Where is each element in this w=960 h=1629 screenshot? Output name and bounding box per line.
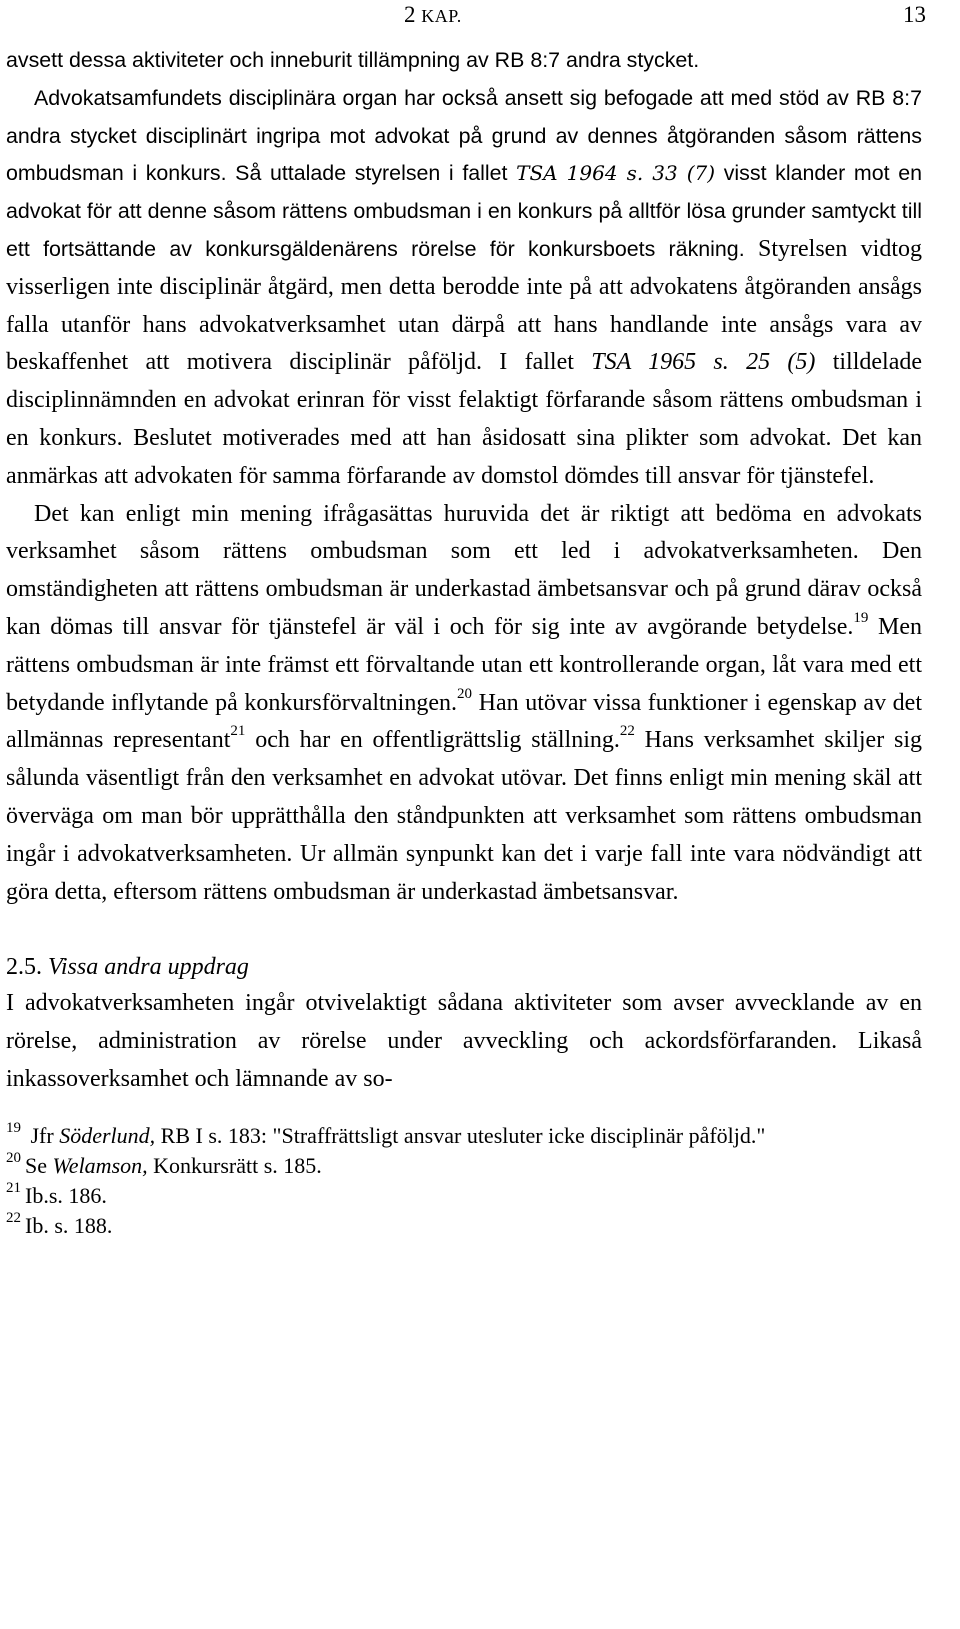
text-run: och har en offentligrättslig ställning.: [255, 727, 620, 754]
footnote-text: Se: [25, 1152, 47, 1178]
case-citation: TSA 1964 s. 33 (7): [516, 161, 716, 186]
paragraph-1-text: [6, 86, 922, 261]
running-header: [6, 0, 926, 42]
footnote-text: Ib. s. 188.: [25, 1213, 113, 1239]
footnote-text: Konkursrätt s. 185.: [153, 1152, 322, 1178]
footnote-ref-22[interactable]: 22: [619, 723, 635, 740]
paragraph-1: [6, 42, 922, 496]
text-run: Han utövar vissa funktioner i egenskap av det allmännas representant: [6, 689, 923, 754]
paragraph-1-continuation: avsett dessa aktiviteter och inneburit tillämpning av RB 8:7 andra stycket.: [6, 48, 700, 72]
chapter-word: KAP.: [421, 6, 462, 26]
chapter-number: 2: [404, 2, 416, 27]
footnote-number: 19: [6, 1119, 21, 1136]
footnote-ref-20[interactable]: 20: [457, 685, 472, 702]
text-run: visst klander mot en advokat för att denne såsom rättens ombudsman i en konkurs på alltför lösa grunder samtyckt till ett fortsättande av konkursgäldenärens rörelse för konkursboets räkning.: [6, 161, 923, 261]
paragraph-2: [6, 496, 922, 912]
footnote-21: [6, 1181, 922, 1211]
document-page: [6, 0, 926, 1242]
footnote-text: Jfr: [30, 1122, 54, 1148]
footnote-number: 21: [6, 1180, 21, 1197]
section-title: Vissa andra uppdrag: [48, 954, 249, 981]
text-run: Hans verksamhet skiljer sig sålunda väsentligt från den verksamhet en advokat utövar. Det finns enligt min mening skäl att överväga om man bör upprätthålla den ståndpunkten att verksamhet som rättens ombudsman ingår i advokatverksamheten. Ur allmän synpunkt kan det i varje fall inte vara nödvändigt att göra detta, eftersom rättens ombudsman är underkastad ämbetsansvar.: [6, 727, 923, 905]
footnote-text: Ib.s. 186.: [25, 1183, 107, 1209]
text-run: Styrelsen vidtog visserligen inte disciplinär åtgärd, men detta berodde inte på att advokatens åtgöranden ansågs falla utanför hans advokatverksamhet utan därpå att hans handlande inte ansågs vara av beskaffenhet att motivera disciplinär påföljd. I fallet: [6, 235, 922, 376]
footnote-author: Söderlund,: [59, 1122, 156, 1148]
section-heading: [6, 949, 922, 985]
footnote-author: Welamson,: [52, 1152, 148, 1178]
footnote-ref-21[interactable]: 21: [230, 723, 246, 740]
footnote-ref-19[interactable]: 19: [853, 609, 869, 626]
text-run: Men rättens ombudsman är inte främst ett förvaltande utan ett kontrollerande organ, låt vara med ett betydande inflytande på konkursförvaltningen.: [6, 613, 922, 716]
chapter-label: [404, 2, 462, 28]
text-run: Det kan enligt min mening ifrågasättas huruvida det är riktigt att bedöma en advokats verksamhet såsom rättens ombudsman som ett led i advokatverksamheten. Den omständigheten att rättens ombudsman är underkastad ämbetsansvar och på grund därav också kan dömas till ansvar för tjänstefel är väl i och för sig inte av avgörande betydelse.: [6, 500, 922, 640]
text-run: tilldelade disciplinnämnden en advokat erinran för visst felaktigt förfarande såsom rättens ombudsman i en konkurs. Beslutet motiverades med att han åsidosatt sina plikter som advokat. Det kan anmärkas att advokaten för samma förfarande av domstol dömdes till ansvar för tjänstefel.: [6, 349, 922, 489]
section-number: 2.5.: [6, 954, 42, 981]
footnotes: [6, 1121, 922, 1242]
footnote-number: 22: [6, 1210, 21, 1227]
paragraph-3: I advokatverksamheten ingår otvivelaktigt sådana aktiviteter som avser avvecklande av en rörelse, administration av rörelse under avveckling och ackordsförfaranden. Likaså inkassoverksamhet och lämnande av so-: [6, 990, 922, 1092]
case-citation: TSA 1965 s. 25 (5): [591, 349, 816, 376]
footnote-22: [6, 1211, 922, 1241]
footnote-number: 20: [6, 1149, 21, 1166]
footnote-text: RB I s. 183: "Straffrättsligt ansvar utesluter icke disciplinär påföljd.": [160, 1122, 766, 1148]
page-number: 13: [903, 2, 926, 27]
footnote-19: [6, 1121, 922, 1151]
text-run: Advokatsamfundets disciplinära organ har också ansett sig befogade att med stöd av RB 8:7 andra stycket disciplinärt ingripa mot advokat på grund av dennes åtgöranden såsom rättens ombudsman i konkurs. Så uttalade styrelsen i fallet: [6, 85, 922, 186]
footnote-20: [6, 1151, 922, 1181]
